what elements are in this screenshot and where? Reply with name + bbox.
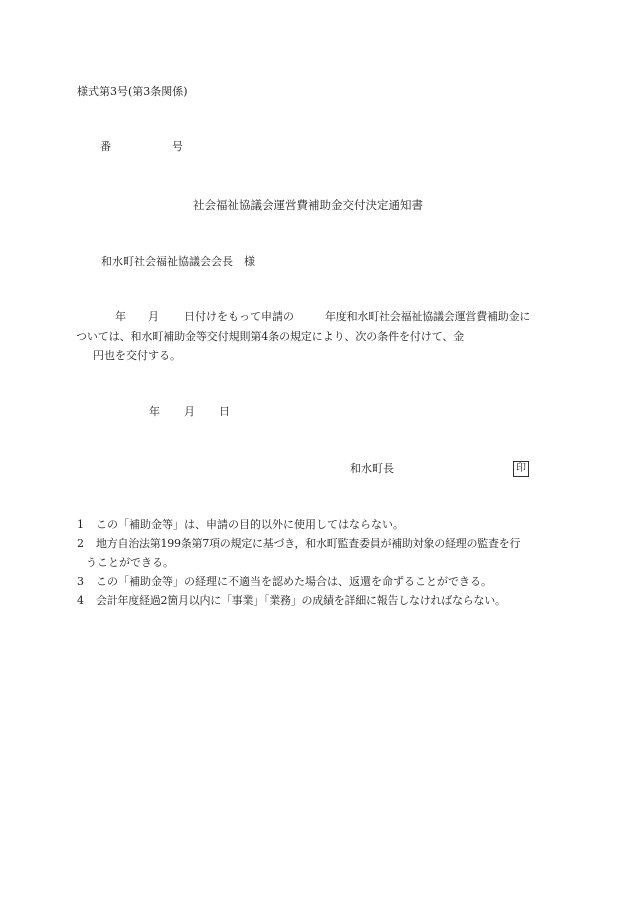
form-label: 様式第3号(第3条関係) [77, 85, 188, 98]
issuer-title: 和水町長 [350, 462, 394, 475]
number-label-ban: 番 [100, 140, 111, 153]
condition-3-num: 3 [77, 575, 84, 588]
date-month: 月 [184, 405, 195, 418]
body-line1-text2: 年度和水町社会福祉協議会運営費補助金に [325, 310, 531, 323]
body-month: 月 [148, 310, 159, 323]
condition-2-num: 2 [77, 537, 84, 550]
condition-2-cont: うことができる。 [86, 556, 174, 569]
date-day: 日 [219, 405, 230, 418]
condition-1-text: この「補助金等」は、申請の目的以外に使用してはならない。 [96, 518, 404, 531]
addressee: 和水町社会福祉協議会会長 様 [101, 255, 255, 268]
condition-2-text: 地方自治法第199条第7項の規定に基づき，和水町監査委員が補助対象の経理の監査を行 [96, 537, 521, 550]
condition-4-num: 4 [77, 594, 84, 607]
date-year: 年 [149, 405, 160, 418]
body-line3: 円也を交付する。 [93, 349, 181, 362]
body-line2: ついては、和水町補助金等交付規則第4条の規定により、次の条件を付けて、金 [76, 330, 465, 343]
condition-1-num: 1 [77, 518, 84, 531]
number-label-go: 号 [172, 140, 183, 153]
condition-4-text: 会計年度経過2箇月以内に「事業」「業務」の成績を詳細に報告しなければならない。 [96, 594, 506, 607]
condition-3-text: この「補助金等」の経理に不適当を認めた場合は、返還を命ずることができる。 [96, 575, 492, 588]
body-year: 年 [115, 310, 126, 323]
body-line1-text1: 日付けをもって申請の [184, 310, 294, 323]
seal-box: 印 [513, 461, 529, 477]
document-title: 社会福祉協議会運営費補助金交付決定通知書 [193, 198, 423, 212]
